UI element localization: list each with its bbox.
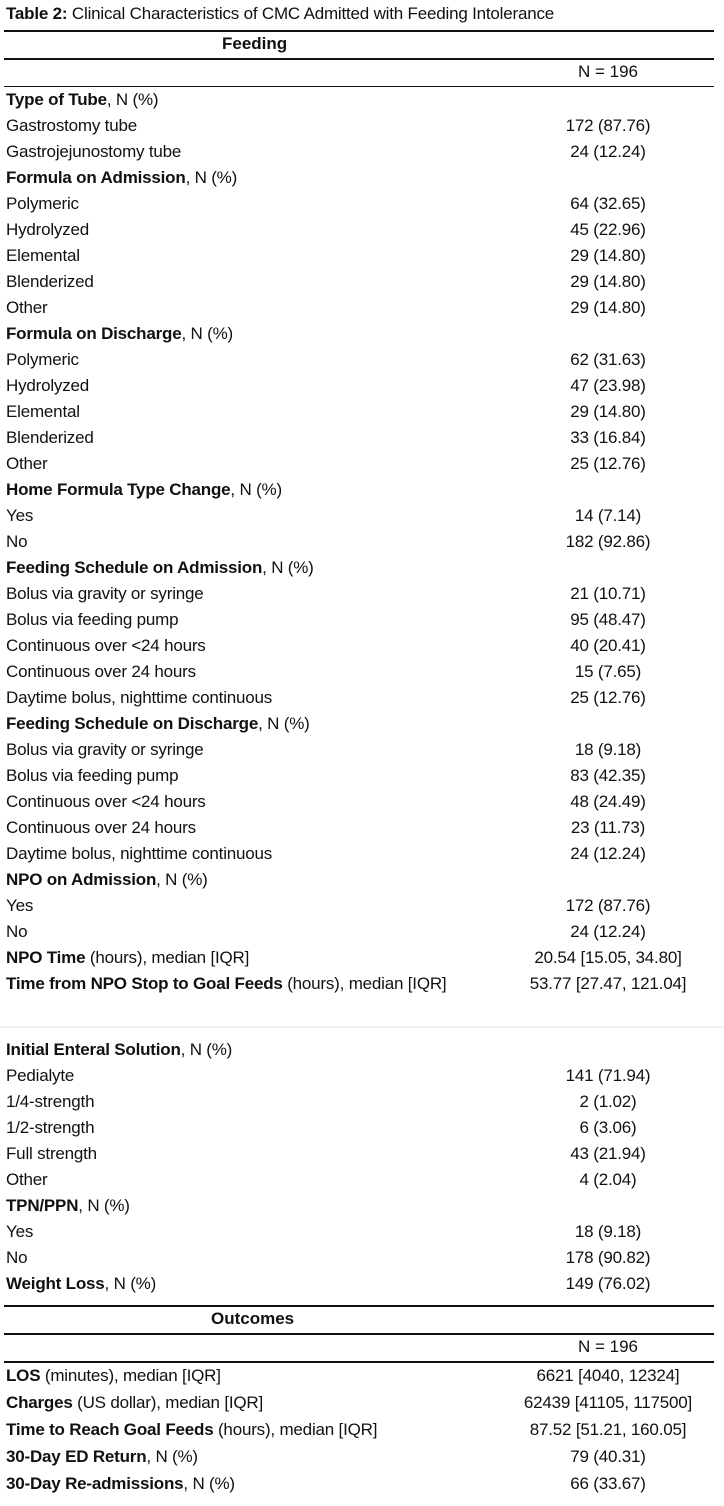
- row-value: 6 (3.06): [579, 1118, 637, 1137]
- row-label-text: Full strength: [6, 1144, 97, 1163]
- row-label-bold: Formula on Admission: [6, 168, 186, 187]
- row-label: [6, 139, 181, 165]
- row-label-text: Gastrostomy tube: [6, 116, 137, 135]
- row-label-bold: Formula on Discharge: [6, 324, 182, 343]
- row-label-text: No: [6, 532, 28, 551]
- row-label: [6, 373, 89, 399]
- table-row: [0, 815, 724, 841]
- row-value: 79 (40.31): [570, 1447, 646, 1466]
- row-label-text: Blenderized: [6, 428, 94, 447]
- row-value: 66 (33.67): [570, 1474, 646, 1493]
- row-label-text: Other: [6, 1170, 48, 1189]
- row-label-bold: NPO on Admission: [6, 870, 157, 889]
- row-label-bold: Time to Reach Goal Feeds: [6, 1420, 214, 1439]
- row-label-bold: TPN/PPN: [6, 1196, 79, 1215]
- row-value: 21 (10.71): [570, 584, 646, 603]
- row-label-bold: LOS: [6, 1366, 41, 1385]
- table-row: [0, 1390, 724, 1416]
- row-label: [6, 1271, 156, 1297]
- row-value: 62439 [41105, 117500]: [523, 1393, 693, 1412]
- row-value: 29 (14.80): [570, 246, 646, 265]
- row-value: 53.77 [27.47, 121.04]: [529, 974, 687, 993]
- caption-label: Table 2:: [6, 4, 68, 23]
- table-row: [0, 607, 724, 633]
- row-label: [6, 451, 48, 477]
- table-row: [0, 685, 724, 711]
- row-label: [6, 1219, 33, 1245]
- row-label: [6, 1037, 232, 1063]
- row-label-text: Gastrojejunostomy tube: [6, 142, 182, 161]
- row-label: [6, 607, 178, 633]
- row-label-text: Daytime bolus, nighttime continuous: [6, 844, 273, 863]
- table-row: [0, 243, 724, 269]
- table-row: [0, 321, 724, 347]
- table-row: [0, 165, 724, 191]
- outcomes-top-rule: [4, 1305, 714, 1307]
- row-label: [6, 867, 208, 893]
- table-row: [0, 477, 724, 503]
- row-value: 20.54 [15.05, 34.80]: [534, 948, 682, 967]
- row-label-text: (hours), median [IQR]: [282, 974, 447, 993]
- row-label: [6, 1089, 94, 1115]
- row-label-text: , N (%): [104, 1274, 157, 1293]
- table-row: [0, 867, 724, 893]
- row-label-text: , N (%): [146, 1447, 198, 1466]
- row-label-text: 1/2-strength: [6, 1118, 95, 1137]
- row-label: [6, 971, 446, 997]
- table-row: [0, 1037, 724, 1063]
- row-label-text: , N (%): [185, 168, 238, 187]
- row-label-text: Hydrolyzed: [6, 376, 90, 395]
- row-value: 62 (31.63): [570, 350, 646, 369]
- table-row: [0, 425, 724, 451]
- row-label: [6, 1193, 130, 1219]
- table-caption: [6, 3, 554, 25]
- row-value: 23 (11.73): [570, 818, 646, 837]
- table-row: [0, 347, 724, 373]
- row-value: 95 (48.47): [570, 610, 646, 629]
- row-label-text: Continuous over <24 hours: [6, 792, 206, 811]
- table-row: [0, 1271, 724, 1297]
- row-value: 25 (12.76): [570, 454, 646, 473]
- table-row: [0, 1471, 724, 1497]
- row-label: [6, 191, 79, 217]
- row-label: [6, 347, 79, 373]
- table-row: [0, 191, 724, 217]
- feeding-n-header: N = 196: [577, 62, 638, 81]
- row-value: 48 (24.49): [570, 792, 646, 811]
- top-rule: [4, 30, 714, 32]
- table-row: [0, 789, 724, 815]
- row-label-text: Other: [6, 298, 48, 317]
- row-label-text: Daytime bolus, nighttime continuous: [6, 688, 273, 707]
- table-row: [0, 373, 724, 399]
- row-label-text: Polymeric: [6, 194, 79, 213]
- row-value: 40 (20.41): [570, 636, 646, 655]
- row-value: 33 (16.84): [570, 428, 646, 447]
- table-row: [0, 633, 724, 659]
- table-row: [0, 1141, 724, 1167]
- row-value: 47 (23.98): [570, 376, 646, 395]
- row-label-text: Hydrolyzed: [6, 220, 90, 239]
- row-value: 178 (90.82): [565, 1248, 651, 1267]
- row-label: [6, 789, 206, 815]
- table-row: [0, 295, 724, 321]
- row-label-text: Elemental: [6, 402, 80, 421]
- row-value: 2 (1.02): [579, 1092, 637, 1111]
- outcomes-section-title: Outcomes: [211, 1309, 295, 1328]
- row-label-bold: Weight Loss: [6, 1274, 105, 1293]
- row-label: [6, 1167, 48, 1193]
- row-label-bold: 30-Day ED Return: [6, 1447, 147, 1466]
- table-row: [0, 737, 724, 763]
- row-label-text: , N (%): [106, 90, 159, 109]
- row-value: 18 (9.18): [574, 740, 642, 759]
- row-label: [6, 243, 80, 269]
- row-label-text: Bolus via gravity or syringe: [6, 740, 204, 759]
- row-label-bold: Home Formula Type Change: [6, 480, 231, 499]
- row-label: [6, 1141, 97, 1167]
- row-label: [6, 1471, 235, 1497]
- table-row: [0, 945, 724, 971]
- row-label-text: No: [6, 1248, 28, 1267]
- row-label-text: No: [6, 922, 28, 941]
- row-label: [6, 1444, 198, 1470]
- row-label-bold: Type of Tube: [6, 90, 107, 109]
- row-label-text: Bolus via feeding pump: [6, 766, 179, 785]
- row-label-text: , N (%): [78, 1196, 130, 1215]
- table-row: [0, 1167, 724, 1193]
- table-row: [0, 711, 724, 737]
- row-value: 24 (12.24): [570, 922, 646, 941]
- table-row: [0, 1219, 724, 1245]
- row-label: [6, 321, 233, 347]
- row-label: [6, 477, 282, 503]
- table-row: [0, 87, 724, 113]
- caption-title: Clinical Characteristics of CMC Admitted with Feeding Intolerance: [71, 4, 555, 23]
- row-label-text: Pedialyte: [6, 1066, 75, 1085]
- row-label-text: Yes: [6, 896, 34, 915]
- row-label-bold: Time from NPO Stop to Goal Feeds: [6, 974, 283, 993]
- row-label-text: Bolus via gravity or syringe: [6, 584, 204, 603]
- row-value: 43 (21.94): [570, 1144, 646, 1163]
- row-label-text: (hours), median [IQR]: [213, 1420, 378, 1439]
- row-label: [6, 529, 27, 555]
- row-label: [6, 711, 310, 737]
- row-label: [6, 165, 237, 191]
- row-value: 6621 [4040, 12324]: [536, 1366, 680, 1385]
- table-row: [0, 971, 724, 997]
- row-label: [6, 295, 48, 321]
- row-value: 4 (2.04): [579, 1170, 637, 1189]
- row-label-text: Blenderized: [6, 272, 94, 291]
- row-label: [6, 581, 204, 607]
- table-row: [0, 1363, 724, 1389]
- row-value: 83 (42.35): [570, 766, 646, 785]
- table-row: [0, 763, 724, 789]
- row-label-text: Elemental: [6, 246, 80, 265]
- table-row: [0, 893, 724, 919]
- row-value: 64 (32.65): [570, 194, 646, 213]
- row-label: [6, 1417, 377, 1443]
- row-label: [6, 1063, 74, 1089]
- page-break-gap: [0, 1026, 724, 1028]
- row-label-text: (minutes), median [IQR]: [40, 1366, 221, 1385]
- table-row: [0, 139, 724, 165]
- row-label-text: , N (%): [181, 324, 233, 343]
- row-value: 172 (87.76): [565, 116, 651, 135]
- row-label-text: , N (%): [230, 480, 282, 499]
- row-label-text: Yes: [6, 506, 34, 525]
- row-label-text: , N (%): [258, 714, 310, 733]
- table-row: [0, 503, 724, 529]
- row-label: [6, 841, 272, 867]
- row-label: [6, 87, 158, 113]
- row-label-text: Continuous over 24 hours: [6, 662, 196, 681]
- row-label-bold: Initial Enteral Solution: [6, 1040, 181, 1059]
- row-label: [6, 633, 206, 659]
- table-row: [0, 1417, 724, 1443]
- row-label-bold: Feeding Schedule on Admission: [6, 558, 263, 577]
- row-value: 141 (71.94): [565, 1066, 651, 1085]
- row-label: [6, 113, 137, 139]
- table-row: [0, 529, 724, 555]
- row-label-text: Polymeric: [6, 350, 79, 369]
- row-label: [6, 217, 89, 243]
- row-value: 24 (12.24): [570, 142, 646, 161]
- row-label: [6, 893, 33, 919]
- row-label: [6, 425, 94, 451]
- table-row: [0, 1193, 724, 1219]
- row-label-text: , N (%): [262, 558, 314, 577]
- table-row: [0, 1089, 724, 1115]
- row-label: [6, 737, 204, 763]
- table-row: [0, 1115, 724, 1141]
- row-label-bold: Feeding Schedule on Discharge: [6, 714, 259, 733]
- row-label: [6, 945, 249, 971]
- row-label-text: Bolus via feeding pump: [6, 610, 179, 629]
- table-row: [0, 1063, 724, 1089]
- table-row: [0, 1444, 724, 1470]
- row-label-text: , N (%): [156, 870, 208, 889]
- table-row: [0, 919, 724, 945]
- row-label: [6, 399, 80, 425]
- row-value: 172 (87.76): [565, 896, 651, 915]
- row-label-text: , N (%): [183, 1474, 235, 1493]
- row-value: 182 (92.86): [565, 532, 651, 551]
- row-value: 15 (7.65): [574, 662, 642, 681]
- row-label: [6, 815, 196, 841]
- row-label-text: (US dollar), median [IQR]: [72, 1393, 263, 1412]
- row-label: [6, 555, 314, 581]
- row-value: 25 (12.76): [570, 688, 646, 707]
- row-value: 14 (7.14): [574, 506, 642, 525]
- row-label-text: , N (%): [180, 1040, 233, 1059]
- row-label-bold: Charges: [6, 1393, 73, 1412]
- table-row: [0, 399, 724, 425]
- outcomes-n-header: N = 196: [577, 1337, 638, 1356]
- row-label: [6, 269, 94, 295]
- row-value: 29 (14.80): [570, 298, 646, 317]
- table-row: [0, 581, 724, 607]
- row-value: 29 (14.80): [570, 402, 646, 421]
- table-row: [0, 555, 724, 581]
- row-label: [6, 763, 178, 789]
- table-row: [0, 841, 724, 867]
- row-label-text: Continuous over <24 hours: [6, 636, 206, 655]
- table-row: [0, 451, 724, 477]
- row-label: [6, 1390, 263, 1416]
- table-row: [0, 659, 724, 685]
- table-row: [0, 113, 724, 139]
- row-label: [6, 1245, 27, 1271]
- row-label-text: Yes: [6, 1222, 34, 1241]
- row-value: 29 (14.80): [570, 272, 646, 291]
- row-value: 24 (12.24): [570, 844, 646, 863]
- feeding-section-title: Feeding: [222, 34, 288, 53]
- table-row: [0, 1245, 724, 1271]
- row-label-text: (hours), median [IQR]: [85, 948, 250, 967]
- row-label: [6, 919, 27, 945]
- row-label: [6, 659, 196, 685]
- row-value: 87.52 [51.21, 160.05]: [529, 1420, 687, 1439]
- row-value: 149 (76.02): [565, 1274, 651, 1293]
- table-row: [0, 269, 724, 295]
- row-label: [6, 1363, 221, 1389]
- row-value: 45 (22.96): [570, 220, 646, 239]
- row-label-bold: NPO Time: [6, 948, 86, 967]
- row-label: [6, 1115, 94, 1141]
- row-label: [6, 503, 33, 529]
- row-value: 18 (9.18): [574, 1222, 642, 1241]
- row-label-text: 1/4-strength: [6, 1092, 95, 1111]
- row-label-text: Continuous over 24 hours: [6, 818, 196, 837]
- table-row: [0, 217, 724, 243]
- row-label-text: Other: [6, 454, 48, 473]
- row-label-bold: 30-Day Re-admissions: [6, 1474, 184, 1493]
- row-label: [6, 685, 272, 711]
